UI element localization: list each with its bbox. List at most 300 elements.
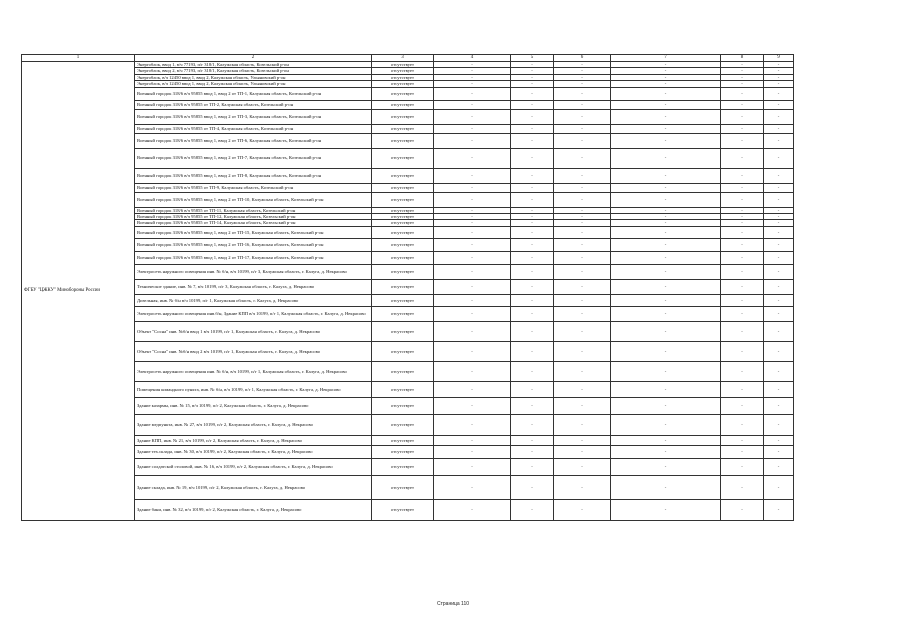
table-row bbox=[22, 321, 794, 341]
status-cell: отсутствует bbox=[372, 294, 434, 306]
value-cell: - bbox=[611, 68, 721, 74]
value-cell: - bbox=[554, 87, 611, 100]
value-cell: - bbox=[434, 226, 511, 238]
value-cell: - bbox=[764, 279, 794, 294]
object-name-cell: Военный городок 318/6 в/ч 95855 ввод 1, ввод 2 от ТП-16, Калужская область, Козельский р-он bbox=[135, 238, 372, 251]
column-header: 7 bbox=[611, 55, 721, 62]
value-cell: - bbox=[764, 100, 794, 109]
value-cell: - bbox=[721, 238, 764, 251]
value-cell: - bbox=[434, 321, 511, 341]
value-cell: - bbox=[721, 414, 764, 435]
column-header: 8 bbox=[721, 55, 764, 62]
table-row bbox=[22, 294, 794, 306]
value-cell: - bbox=[434, 238, 511, 251]
column-header: 1 bbox=[22, 55, 135, 62]
table-row bbox=[22, 264, 794, 279]
object-name-cell: Здание бани, инв. № 32, в/ч 10199, п/г 2, Калужская область, г. Калуга, д. Некрасово bbox=[135, 499, 372, 520]
value-cell: - bbox=[434, 361, 511, 381]
table-row bbox=[22, 475, 794, 499]
value-cell: - bbox=[764, 62, 794, 68]
value-cell: - bbox=[511, 192, 554, 207]
value-cell: - bbox=[434, 148, 511, 168]
value-cell: - bbox=[434, 397, 511, 414]
object-name-cell: Энергоблок, ввод 2, в/ч 77193, п/г 318/1, Калужская область, Козельский р-он bbox=[135, 68, 372, 74]
value-cell: - bbox=[554, 397, 611, 414]
value-cell: - bbox=[554, 62, 611, 68]
value-cell: - bbox=[611, 475, 721, 499]
value-cell: - bbox=[721, 100, 764, 109]
value-cell: - bbox=[721, 87, 764, 100]
value-cell: - bbox=[434, 62, 511, 68]
object-name-cell: Здание казармы, инв. № 15, в/ч 10199, п/г 2, Калужская область, г. Калуга, д. Некрасово bbox=[135, 397, 372, 414]
object-name-cell: Электросеть наружного освещения инв. № б/н, в/ч 10199, п/г 1, Калужская область, г. Калуга, д. Некрасово bbox=[135, 361, 372, 381]
table-row bbox=[22, 341, 794, 361]
table-row bbox=[22, 361, 794, 381]
value-cell: - bbox=[721, 226, 764, 238]
object-name-cell: Военный городок 318/6 в/ч 95855 от ТП-11, Калужская область, Козельский р-он bbox=[135, 207, 372, 213]
object-name-cell: Здание КПП, инв. № 21, в/ч 10199, п/г 2, Калужская область, г. Калуга, д. Некрасово bbox=[135, 435, 372, 445]
value-cell: - bbox=[764, 109, 794, 124]
value-cell: - bbox=[764, 148, 794, 168]
status-cell: отсутствует bbox=[372, 207, 434, 213]
value-cell: - bbox=[511, 109, 554, 124]
object-name-cell: Здание солдатской столовой, инв. № 16, в/ч 10199, п/г 2, Калужская область, г. Калуга, д. Некрасово bbox=[135, 458, 372, 475]
value-cell: - bbox=[721, 81, 764, 87]
value-cell: - bbox=[721, 74, 764, 80]
table-row bbox=[22, 168, 794, 183]
value-cell: - bbox=[434, 445, 511, 458]
value-cell: - bbox=[434, 68, 511, 74]
value-cell: - bbox=[554, 475, 611, 499]
status-cell: отсутствует bbox=[372, 148, 434, 168]
value-cell: - bbox=[764, 214, 794, 220]
status-cell: отсутствует bbox=[372, 397, 434, 414]
object-name-cell: Военный городок 318/6 в/ч 95855 ввод 1, ввод 2 от ТП-7, Калужская область, Козельский р-он bbox=[135, 148, 372, 168]
value-cell: - bbox=[721, 183, 764, 192]
value-cell: - bbox=[764, 445, 794, 458]
table-row bbox=[22, 458, 794, 475]
status-cell: отсутствует bbox=[372, 475, 434, 499]
value-cell: - bbox=[554, 183, 611, 192]
value-cell: - bbox=[554, 238, 611, 251]
value-cell: - bbox=[554, 168, 611, 183]
value-cell: - bbox=[511, 414, 554, 435]
value-cell: - bbox=[554, 226, 611, 238]
value-cell: - bbox=[554, 435, 611, 445]
status-cell: отсутствует bbox=[372, 168, 434, 183]
object-name-cell: Объект "Сосна" инв. №б/н ввод 2 в/ч 10199, п/г 1, Калужская область, г. Калуга, д. Некрасово bbox=[135, 341, 372, 361]
value-cell: - bbox=[511, 435, 554, 445]
value-cell: - bbox=[434, 207, 511, 213]
status-cell: отсутствует bbox=[372, 499, 434, 520]
value-cell: - bbox=[764, 87, 794, 100]
status-cell: отсутствует bbox=[372, 87, 434, 100]
value-cell: - bbox=[511, 168, 554, 183]
value-cell: - bbox=[611, 458, 721, 475]
status-cell: отсутствует bbox=[372, 124, 434, 133]
value-cell: - bbox=[611, 100, 721, 109]
value-cell: - bbox=[764, 226, 794, 238]
table-body bbox=[22, 62, 794, 521]
status-cell: отсутствует bbox=[372, 238, 434, 251]
value-cell: - bbox=[764, 133, 794, 148]
status-cell: отсутствует bbox=[372, 279, 434, 294]
data-table bbox=[21, 54, 794, 521]
value-cell: - bbox=[554, 381, 611, 397]
value-cell: - bbox=[764, 68, 794, 74]
value-cell: - bbox=[511, 264, 554, 279]
value-cell: - bbox=[554, 68, 611, 74]
table-row bbox=[22, 238, 794, 251]
column-header: 3 bbox=[372, 55, 434, 62]
value-cell: - bbox=[764, 414, 794, 435]
value-cell: - bbox=[721, 68, 764, 74]
value-cell: - bbox=[611, 445, 721, 458]
status-cell: отсутствует bbox=[372, 381, 434, 397]
value-cell: - bbox=[511, 81, 554, 87]
value-cell: - bbox=[721, 133, 764, 148]
value-cell: - bbox=[434, 306, 511, 321]
value-cell: - bbox=[764, 306, 794, 321]
value-cell: - bbox=[721, 207, 764, 213]
table-row bbox=[22, 226, 794, 238]
value-cell: - bbox=[511, 341, 554, 361]
value-cell: - bbox=[511, 306, 554, 321]
status-cell: отсутствует bbox=[372, 361, 434, 381]
value-cell: - bbox=[434, 220, 511, 226]
status-cell: отсутствует bbox=[372, 192, 434, 207]
status-cell: отсутствует bbox=[372, 458, 434, 475]
value-cell: - bbox=[434, 499, 511, 520]
value-cell: - bbox=[434, 341, 511, 361]
value-cell: - bbox=[434, 192, 511, 207]
value-cell: - bbox=[721, 192, 764, 207]
value-cell: - bbox=[721, 220, 764, 226]
value-cell: - bbox=[611, 341, 721, 361]
status-cell: отсутствует bbox=[372, 435, 434, 445]
object-name-cell: Здание тех.склада, инв. № 30, в/ч 10199, п/г 2, Калужская область, г. Калуга, д. Некрасово bbox=[135, 445, 372, 458]
value-cell: - bbox=[764, 341, 794, 361]
value-cell: - bbox=[764, 458, 794, 475]
value-cell: - bbox=[721, 62, 764, 68]
value-cell: - bbox=[554, 214, 611, 220]
value-cell: - bbox=[764, 207, 794, 213]
status-cell: отсутствует bbox=[372, 109, 434, 124]
value-cell: - bbox=[611, 397, 721, 414]
value-cell: - bbox=[764, 220, 794, 226]
value-cell: - bbox=[611, 238, 721, 251]
status-cell: отсутствует bbox=[372, 226, 434, 238]
value-cell: - bbox=[721, 306, 764, 321]
value-cell: - bbox=[554, 445, 611, 458]
table-row bbox=[22, 183, 794, 192]
value-cell: - bbox=[721, 124, 764, 133]
object-name-cell: Помещения командного пункта, инв. № б/н, в/ч 10199, п/г 1, Калужская область, г. Калуга, д. Некрасово bbox=[135, 381, 372, 397]
value-cell: - bbox=[611, 361, 721, 381]
table-row bbox=[22, 397, 794, 414]
value-cell: - bbox=[764, 475, 794, 499]
value-cell: - bbox=[721, 214, 764, 220]
status-cell: отсутствует bbox=[372, 68, 434, 74]
value-cell: - bbox=[611, 226, 721, 238]
value-cell: - bbox=[611, 109, 721, 124]
value-cell: - bbox=[721, 445, 764, 458]
status-cell: отсутствует bbox=[372, 183, 434, 192]
object-name-cell: Военный городок 318/6 в/ч 95855 от ТП-4, Калужская область, Козельский р-он bbox=[135, 124, 372, 133]
value-cell: - bbox=[554, 321, 611, 341]
value-cell: - bbox=[511, 475, 554, 499]
value-cell: - bbox=[611, 81, 721, 87]
table-row bbox=[22, 133, 794, 148]
value-cell: - bbox=[554, 220, 611, 226]
table-row bbox=[22, 381, 794, 397]
table-row bbox=[22, 499, 794, 520]
value-cell: - bbox=[554, 306, 611, 321]
value-cell: - bbox=[511, 148, 554, 168]
value-cell: - bbox=[554, 81, 611, 87]
value-cell: - bbox=[434, 214, 511, 220]
value-cell: - bbox=[434, 279, 511, 294]
status-cell: отсутствует bbox=[372, 133, 434, 148]
value-cell: - bbox=[611, 414, 721, 435]
value-cell: - bbox=[511, 124, 554, 133]
status-cell: отсутствует bbox=[372, 306, 434, 321]
value-cell: - bbox=[721, 251, 764, 264]
value-cell: - bbox=[554, 458, 611, 475]
table-row bbox=[22, 414, 794, 435]
table-row bbox=[22, 435, 794, 445]
status-cell: отсутствует bbox=[372, 251, 434, 264]
status-cell: отсутствует bbox=[372, 81, 434, 87]
value-cell: - bbox=[434, 414, 511, 435]
value-cell: - bbox=[434, 87, 511, 100]
value-cell: - bbox=[764, 251, 794, 264]
value-cell: - bbox=[721, 499, 764, 520]
value-cell: - bbox=[434, 475, 511, 499]
object-name-cell: Военный городок 318/6 в/ч 95855 ввод 1, ввод 2 от ТП-1, Калужская область, Козельский р-он bbox=[135, 87, 372, 100]
table-row bbox=[22, 124, 794, 133]
value-cell: - bbox=[434, 124, 511, 133]
value-cell: - bbox=[764, 168, 794, 183]
status-cell: отсутствует bbox=[372, 62, 434, 68]
value-cell: - bbox=[554, 124, 611, 133]
value-cell: - bbox=[721, 294, 764, 306]
value-cell: - bbox=[554, 148, 611, 168]
table-row bbox=[22, 306, 794, 321]
value-cell: - bbox=[434, 251, 511, 264]
value-cell: - bbox=[554, 264, 611, 279]
value-cell: - bbox=[511, 361, 554, 381]
value-cell: - bbox=[611, 435, 721, 445]
table-row bbox=[22, 445, 794, 458]
value-cell: - bbox=[611, 381, 721, 397]
value-cell: - bbox=[511, 499, 554, 520]
table-row bbox=[22, 192, 794, 207]
table-row bbox=[22, 87, 794, 100]
column-header: 2 bbox=[135, 55, 372, 62]
value-cell: - bbox=[611, 133, 721, 148]
value-cell: - bbox=[554, 100, 611, 109]
value-cell: - bbox=[721, 321, 764, 341]
value-cell: - bbox=[511, 238, 554, 251]
value-cell: - bbox=[611, 168, 721, 183]
value-cell: - bbox=[511, 100, 554, 109]
value-cell: - bbox=[764, 264, 794, 279]
value-cell: - bbox=[611, 294, 721, 306]
value-cell: - bbox=[764, 321, 794, 341]
value-cell: - bbox=[554, 207, 611, 213]
value-cell: - bbox=[511, 87, 554, 100]
object-name-cell: Военный городок 318/6 в/ч 95855 от ТП-2, Калужская область, Козельский р-он bbox=[135, 100, 372, 109]
value-cell: - bbox=[721, 341, 764, 361]
value-cell: - bbox=[554, 341, 611, 361]
page-number: Страница 110 bbox=[436, 601, 470, 607]
object-name-cell: Электросеть наружного освещения инв. № б/н, в/ч 10199, п/г 3, Калужская область, г. Калуга, д. Некрасово bbox=[135, 264, 372, 279]
status-cell: отсутствует bbox=[372, 214, 434, 220]
value-cell: - bbox=[611, 220, 721, 226]
column-header: 9 bbox=[764, 55, 794, 62]
value-cell: - bbox=[511, 279, 554, 294]
status-cell: отсутствует bbox=[372, 220, 434, 226]
value-cell: - bbox=[721, 279, 764, 294]
value-cell: - bbox=[611, 183, 721, 192]
table-row bbox=[22, 109, 794, 124]
value-cell: - bbox=[764, 435, 794, 445]
value-cell: - bbox=[611, 87, 721, 100]
value-cell: - bbox=[611, 251, 721, 264]
object-name-cell: Военный городок 318/6 в/ч 95855 ввод 1, ввод 2 от ТП-6, Калужская область, Козельский р-он bbox=[135, 133, 372, 148]
value-cell: - bbox=[721, 361, 764, 381]
value-cell: - bbox=[434, 109, 511, 124]
value-cell: - bbox=[511, 62, 554, 68]
table-row bbox=[22, 251, 794, 264]
object-name-cell: Военный городок 318/6 в/ч 95855 от ТП-14, Калужская область, Козельский р-он bbox=[135, 220, 372, 226]
value-cell: - bbox=[434, 183, 511, 192]
value-cell: - bbox=[554, 109, 611, 124]
object-name-cell: Энергоблок, в/ч 12450 ввод 1, ввод 2, Калужская область, Ульяновский р-он bbox=[135, 74, 372, 80]
object-name-cell: Военный городок 318/6 в/ч 95855 от ТП-12, Калужская область, Козельский р-он bbox=[135, 214, 372, 220]
value-cell: - bbox=[721, 264, 764, 279]
value-cell: - bbox=[764, 81, 794, 87]
object-name-cell: Энергоблок, ввод 1, в/ч 77193, п/г 318/1, Калужская область, Козельский р-он bbox=[135, 62, 372, 68]
value-cell: - bbox=[434, 168, 511, 183]
object-name-cell: Военный городок 318/6 в/ч 95855 ввод 1, ввод 2 от ТП-10, Калужская область, Козельский р-он bbox=[135, 192, 372, 207]
value-cell: - bbox=[764, 238, 794, 251]
value-cell: - bbox=[764, 381, 794, 397]
value-cell: - bbox=[434, 264, 511, 279]
object-name-cell: Военный городок 318/6 в/ч 95855 от ТП-9, Калужская область, Козельский р-он bbox=[135, 183, 372, 192]
value-cell: - bbox=[611, 192, 721, 207]
value-cell: - bbox=[554, 74, 611, 80]
table-row bbox=[22, 279, 794, 294]
object-name-cell: Объект "Сосна" инв. №б/н ввод 1 в/ч 10199, п/г 1, Калужская область, г. Калуга, д. Некрасово bbox=[135, 321, 372, 341]
value-cell: - bbox=[511, 68, 554, 74]
value-cell: - bbox=[721, 168, 764, 183]
status-cell: отсутствует bbox=[372, 264, 434, 279]
value-cell: - bbox=[764, 361, 794, 381]
object-name-cell: Военный городок 318/6 в/ч 95855 ввод 1, ввод 2 от ТП-17, Калужская область, Козельский р-он bbox=[135, 251, 372, 264]
value-cell: - bbox=[511, 214, 554, 220]
value-cell: - bbox=[611, 207, 721, 213]
value-cell: - bbox=[511, 397, 554, 414]
value-cell: - bbox=[611, 148, 721, 168]
object-name-cell: Электросеть наружного освещения инв.б/н, Здание КПП в/ч 10199, п/г 1, Калужская область, г. Калуга, д. Некрасово bbox=[135, 306, 372, 321]
status-cell: отсутствует bbox=[372, 414, 434, 435]
object-name-cell: Техническое здание, инв. № 7, в/ч 10199, п/г 3, Калужская область, г. Калуга, д. Некрасово bbox=[135, 279, 372, 294]
value-cell: - bbox=[764, 294, 794, 306]
value-cell: - bbox=[434, 100, 511, 109]
value-cell: - bbox=[511, 220, 554, 226]
value-cell: - bbox=[611, 306, 721, 321]
value-cell: - bbox=[611, 124, 721, 133]
column-header: 4 bbox=[434, 55, 511, 62]
value-cell: - bbox=[511, 226, 554, 238]
value-cell: - bbox=[764, 499, 794, 520]
table-header bbox=[22, 55, 794, 62]
value-cell: - bbox=[511, 321, 554, 341]
status-cell: отсутствует bbox=[372, 321, 434, 341]
organization-cell: ФГБУ "ЦЖКУ" Минобороны России bbox=[22, 62, 135, 521]
value-cell: - bbox=[721, 397, 764, 414]
value-cell: - bbox=[434, 381, 511, 397]
column-header: 5 bbox=[511, 55, 554, 62]
value-cell: - bbox=[554, 279, 611, 294]
value-cell: - bbox=[721, 435, 764, 445]
status-cell: отсутствует bbox=[372, 100, 434, 109]
object-name-cell: Здание медпункта, инв. № 27, в/ч 10199, п/г 2, Калужская область, г. Калуга, д. Некрасово bbox=[135, 414, 372, 435]
value-cell: - bbox=[511, 381, 554, 397]
value-cell: - bbox=[511, 133, 554, 148]
value-cell: - bbox=[721, 381, 764, 397]
object-name-cell: Энергоблок, в/ч 12450 ввод 1, ввод 2, Калужская область, Ульяновский р-он bbox=[135, 81, 372, 87]
value-cell: - bbox=[434, 435, 511, 445]
value-cell: - bbox=[554, 361, 611, 381]
object-name-cell: Здание склада, инв. № 19, в/ч 10199, п/г 2, Калужская область, г. Калуга, д. Некрасово bbox=[135, 475, 372, 499]
value-cell: - bbox=[434, 458, 511, 475]
value-cell: - bbox=[611, 321, 721, 341]
table-row bbox=[22, 100, 794, 109]
status-cell: отсутствует bbox=[372, 74, 434, 80]
value-cell: - bbox=[764, 183, 794, 192]
status-cell: отсутствует bbox=[372, 341, 434, 361]
value-cell: - bbox=[511, 251, 554, 264]
value-cell: - bbox=[554, 414, 611, 435]
value-cell: - bbox=[721, 458, 764, 475]
value-cell: - bbox=[721, 475, 764, 499]
value-cell: - bbox=[511, 445, 554, 458]
value-cell: - bbox=[611, 264, 721, 279]
value-cell: - bbox=[764, 74, 794, 80]
value-cell: - bbox=[511, 74, 554, 80]
value-cell: - bbox=[554, 192, 611, 207]
value-cell: - bbox=[764, 124, 794, 133]
column-header: 6 bbox=[554, 55, 611, 62]
value-cell: - bbox=[554, 251, 611, 264]
value-cell: - bbox=[511, 183, 554, 192]
value-cell: - bbox=[511, 207, 554, 213]
value-cell: - bbox=[511, 294, 554, 306]
value-cell: - bbox=[611, 62, 721, 68]
object-name-cell: Военный городок 318/6 в/ч 95855 ввод 1, ввод 2 от ТП-15, Калужская область, Козельский р-он bbox=[135, 226, 372, 238]
value-cell: - bbox=[764, 397, 794, 414]
value-cell: - bbox=[511, 458, 554, 475]
value-cell: - bbox=[611, 74, 721, 80]
value-cell: - bbox=[721, 148, 764, 168]
object-name-cell: Военный городок 318/6 в/ч 95855 ввод 1, ввод 2 от ТП-8, Калужская область, Козельский р-он bbox=[135, 168, 372, 183]
status-cell: отсутствует bbox=[372, 445, 434, 458]
value-cell: - bbox=[611, 214, 721, 220]
value-cell: - bbox=[434, 294, 511, 306]
